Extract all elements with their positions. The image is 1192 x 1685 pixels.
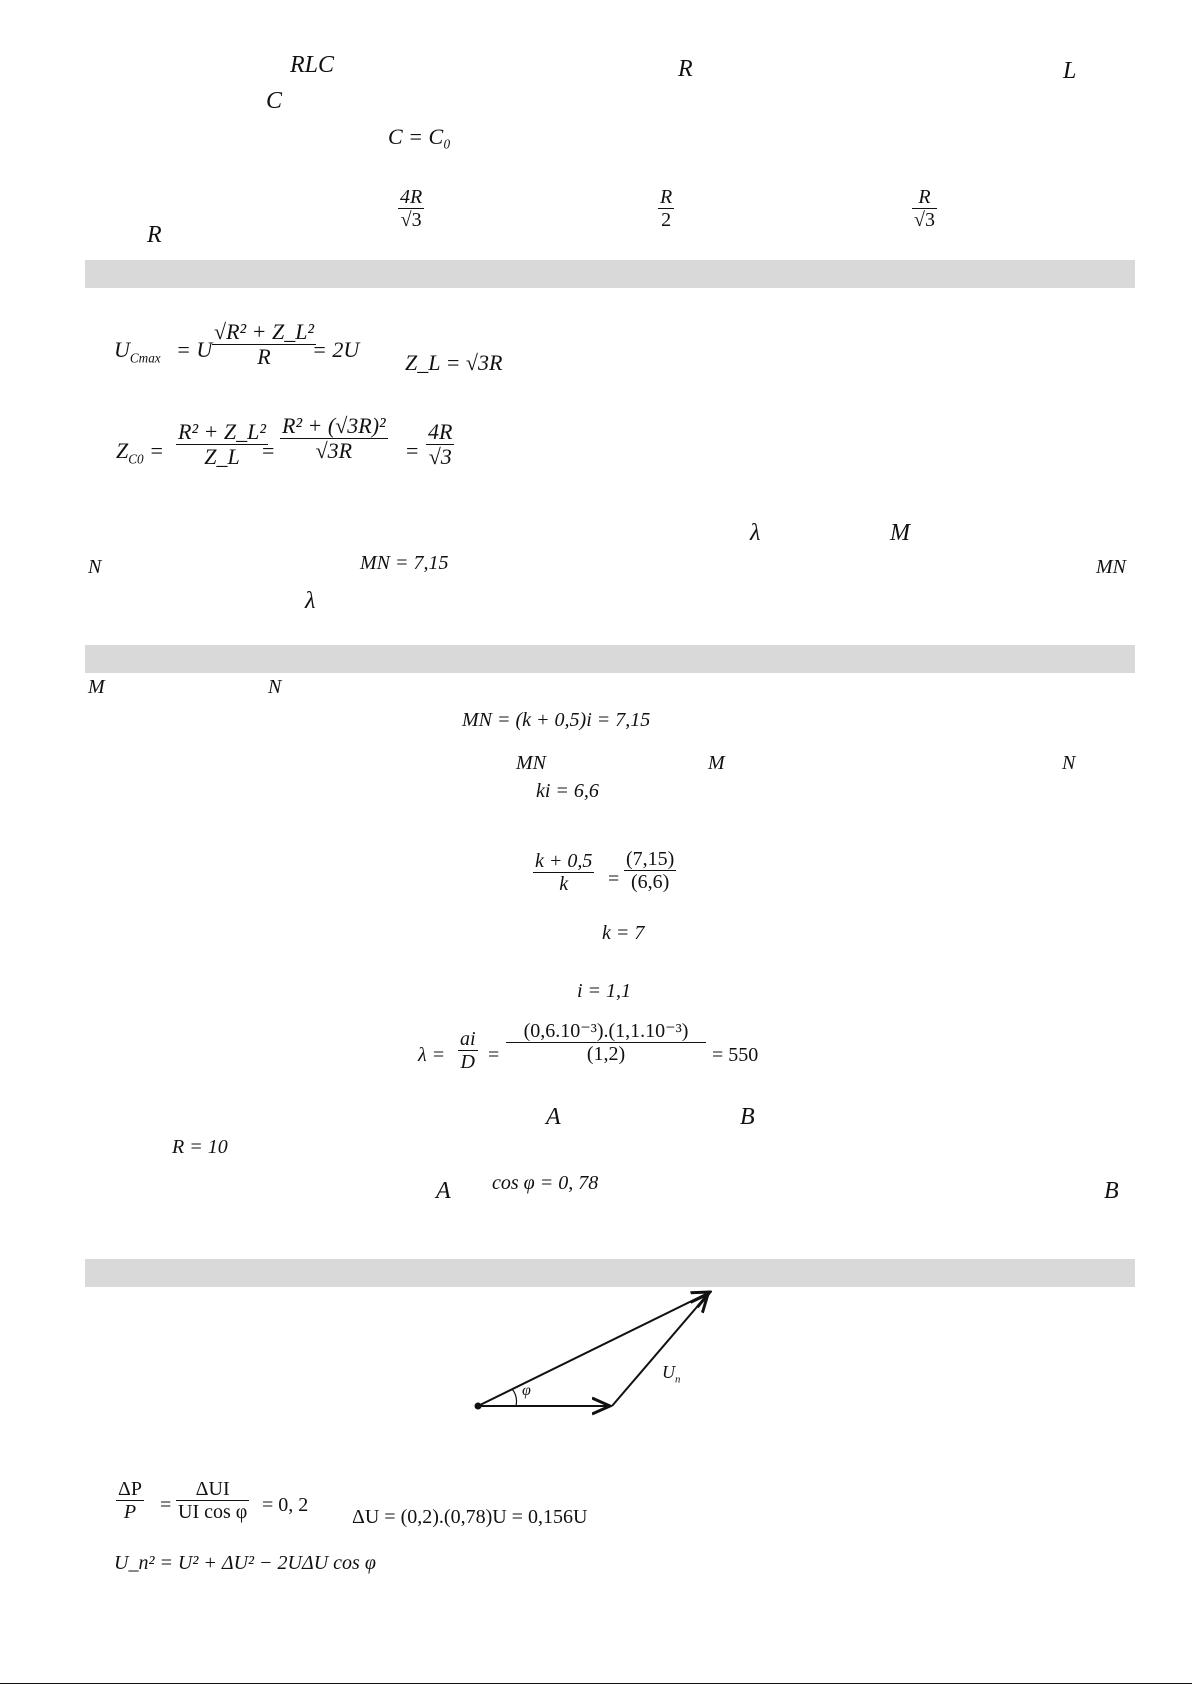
q3-b: B	[740, 1104, 755, 1130]
sol2-k: k = 7	[602, 922, 645, 944]
solution-bar-1	[85, 260, 1135, 288]
sol1-frac	[212, 320, 316, 369]
sol3-f2-den: UI cos φ	[178, 1501, 248, 1523]
sol2-lambda-f2-num: (0,6.10⁻³).(1,1.10⁻³)	[523, 1020, 689, 1042]
sol1-rhs: = 2U	[312, 337, 360, 362]
sol3-f1	[116, 1478, 144, 1523]
q2-mn: MN	[1096, 556, 1126, 578]
sol2-lambda-rhs: = 550	[712, 1044, 759, 1066]
phasor-un	[612, 1294, 708, 1406]
condition: C = C₀	[388, 124, 451, 149]
sol2-frac-num: k + 0,5	[535, 850, 593, 872]
q2-n: N	[88, 556, 102, 578]
sol2-lambda-lhs: λ =	[418, 1044, 446, 1066]
sol2-mn: MN	[516, 752, 546, 774]
sol1-mid: = U	[176, 337, 213, 362]
sol1-zc0-main: Z	[116, 438, 129, 463]
q2-lambda-2: λ	[305, 588, 316, 614]
sol1-eq-b: =	[406, 438, 419, 463]
option-d-num: R	[918, 186, 931, 208]
un-label-main: U	[662, 1362, 675, 1382]
option-d	[912, 186, 937, 231]
circuit-label: RLC	[290, 52, 335, 78]
var-l: L	[1063, 58, 1077, 84]
phi-arc	[512, 1389, 517, 1406]
sol3-f2	[176, 1478, 249, 1523]
sol3-eq-a: =	[160, 1494, 172, 1516]
option-c-den: 2	[661, 209, 672, 231]
sol1-f1-num: R² + Z_L²	[178, 419, 266, 444]
phi-label: φ	[522, 1382, 531, 1399]
q2-m: M	[890, 520, 910, 546]
sol1-f1	[176, 420, 268, 469]
sol1-frac-den: R	[257, 344, 271, 370]
sol1-f1-den: Z_L	[204, 444, 240, 470]
sol2-eq1: MN = (k + 0,5)i = 7,15	[462, 709, 651, 731]
sol1-f3-den: √3	[428, 444, 452, 470]
sol1-eq-a: =	[262, 438, 275, 463]
option-c-num: R	[660, 186, 673, 208]
sol2-n: N	[268, 676, 282, 698]
sol1-f2	[280, 414, 388, 463]
sol1-zc0-sub: C0	[128, 451, 144, 467]
sol3-rhs: = 0, 2	[262, 1494, 309, 1516]
sol2-lambda-f2	[506, 1020, 706, 1065]
sol2-frac-rhs-num: (7,15)	[626, 848, 675, 870]
sol1-frac-num: √R² + Z_L²	[214, 319, 315, 344]
page-bottom-rule	[0, 1683, 1192, 1684]
un-label-sub: n	[675, 1373, 681, 1386]
sol1-lhs-main: U	[114, 337, 130, 362]
sol2-frac-den: k	[559, 873, 569, 895]
sol2-eq2: ki = 6,6	[536, 780, 599, 802]
sol2-frac-rhs	[624, 848, 676, 893]
sol1-lhs	[114, 337, 161, 366]
q3-r: R = 10	[172, 1136, 228, 1158]
sol3-f1-den: P	[123, 1501, 137, 1523]
phasor-svg	[460, 1280, 740, 1420]
option-b	[398, 186, 424, 231]
sol2-i: i = 1,1	[577, 980, 632, 1002]
sol2-lambda-f1	[458, 1028, 478, 1073]
option-d-den: √3	[914, 209, 935, 231]
var-c: C	[266, 88, 283, 114]
solution-bar-2	[85, 645, 1135, 673]
sol1-result: Z_L = √3R	[405, 350, 503, 375]
q2-lambda: λ	[750, 520, 761, 546]
sol3-eq2: ΔU = (0,2).(0,78)U = 0,156U	[352, 1506, 588, 1528]
sol2-n-2: N	[1062, 752, 1076, 774]
sol1-f3	[426, 420, 454, 469]
var-r: R	[678, 56, 693, 82]
sol2-m: M	[88, 676, 105, 698]
sol2-lambda-f1-den: D	[460, 1051, 475, 1073]
option-b-num: 4R	[400, 186, 423, 208]
sol3-f2-num: ΔUI	[195, 1478, 230, 1500]
sol2-frac-eq: =	[608, 868, 620, 890]
sol2-frac	[533, 850, 594, 895]
q3-a-2: A	[436, 1178, 451, 1204]
option-c	[658, 186, 674, 231]
option-a: R	[147, 222, 162, 248]
q2-given: MN = 7,15	[360, 552, 449, 574]
phasor-diagram	[460, 1280, 740, 1420]
sol3-f1-num: ΔP	[118, 1478, 142, 1500]
option-b-den: √3	[400, 209, 422, 231]
q3-b-2: B	[1104, 1178, 1119, 1204]
q3-cos: cos φ = 0, 78	[492, 1172, 599, 1194]
sol1-lhs-sub: Cmax	[129, 350, 161, 366]
sol3-eq3: U_n² = U² + ΔU² − 2UΔU cos φ	[114, 1552, 376, 1574]
q3-a: A	[546, 1104, 561, 1130]
sol1-zc0: $Z_{C0}$ =	[116, 438, 164, 467]
phasor-u-total	[478, 1292, 710, 1406]
sol1-f2-den: √3R	[315, 438, 353, 464]
sol2-frac-rhs-den: (6,6)	[631, 871, 670, 893]
sol2-lambda-f1-num: ai	[460, 1028, 476, 1050]
sol2-lambda-eq: =	[488, 1044, 500, 1066]
sol2-lambda-f2-den: (1,2)	[586, 1043, 626, 1065]
un-label	[662, 1362, 680, 1386]
sol1-f2-num: R² + (√3R)²	[282, 413, 386, 438]
sol1-f3-num: 4R	[428, 419, 453, 444]
sol2-m-2: M	[708, 752, 725, 774]
